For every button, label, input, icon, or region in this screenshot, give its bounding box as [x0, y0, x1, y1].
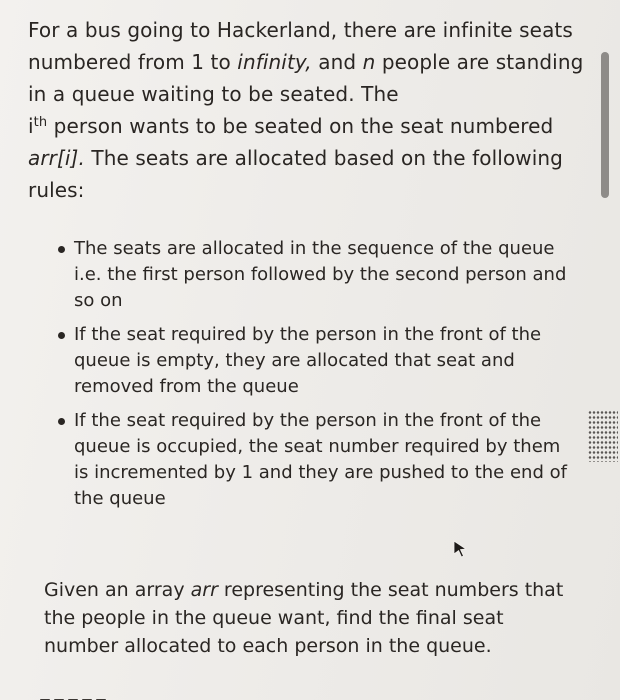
intro-infinity: infinity,: [237, 50, 312, 74]
list-item: [40, 408, 580, 512]
intro-n: n: [362, 50, 376, 74]
closing-text-1: Given an array: [44, 579, 191, 601]
bullet-icon: [58, 332, 65, 339]
intro-text-3: people are standing in a queue waiting to be seated. The: [28, 50, 584, 106]
scrollbar-thumb[interactable]: [601, 52, 609, 198]
intro-text-5: The seats are allocated based on the following rules:: [28, 146, 563, 202]
bullet-icon: [58, 246, 65, 253]
intro-th: th: [33, 115, 48, 130]
intro-i: i: [28, 114, 34, 138]
rule-text: If the seat required by the person in the front of the queue is empty, they are allocated that seat and removed from the queue: [74, 324, 542, 397]
intro-text-4: person wants to be seated on the seat numbered: [47, 114, 554, 138]
cut-off-text: [40, 688, 130, 700]
list-item: [40, 322, 580, 400]
mouse-pointer-icon: [452, 540, 468, 558]
intro-text-2: and: [311, 50, 363, 74]
intro-paragraph: [28, 14, 588, 206]
closing-text-2: representing the seat numbers that the people in the queue want, find the final seat number allocated to each person in the queue.: [44, 579, 564, 657]
closing-paragraph: [44, 576, 574, 660]
bullet-icon: [58, 418, 65, 425]
list-item: [40, 236, 580, 314]
rules-list: [40, 236, 580, 520]
intro-text-1: For a bus going to Hackerland, there are infinite seats numbered from 1 to: [28, 18, 573, 74]
rule-text: If the seat required by the person in the front of the queue is occupied, the seat number required by them is incremented by 1 and they are pushed to the end of the queue: [74, 410, 567, 509]
closing-arr: arr: [190, 579, 218, 601]
rule-text: The seats are allocated in the sequence of the queue i.e. the first person followed by the second person and so on: [74, 238, 567, 311]
dotted-grip-icon[interactable]: [588, 410, 618, 462]
intro-arr-i: arr[i].: [28, 146, 85, 170]
